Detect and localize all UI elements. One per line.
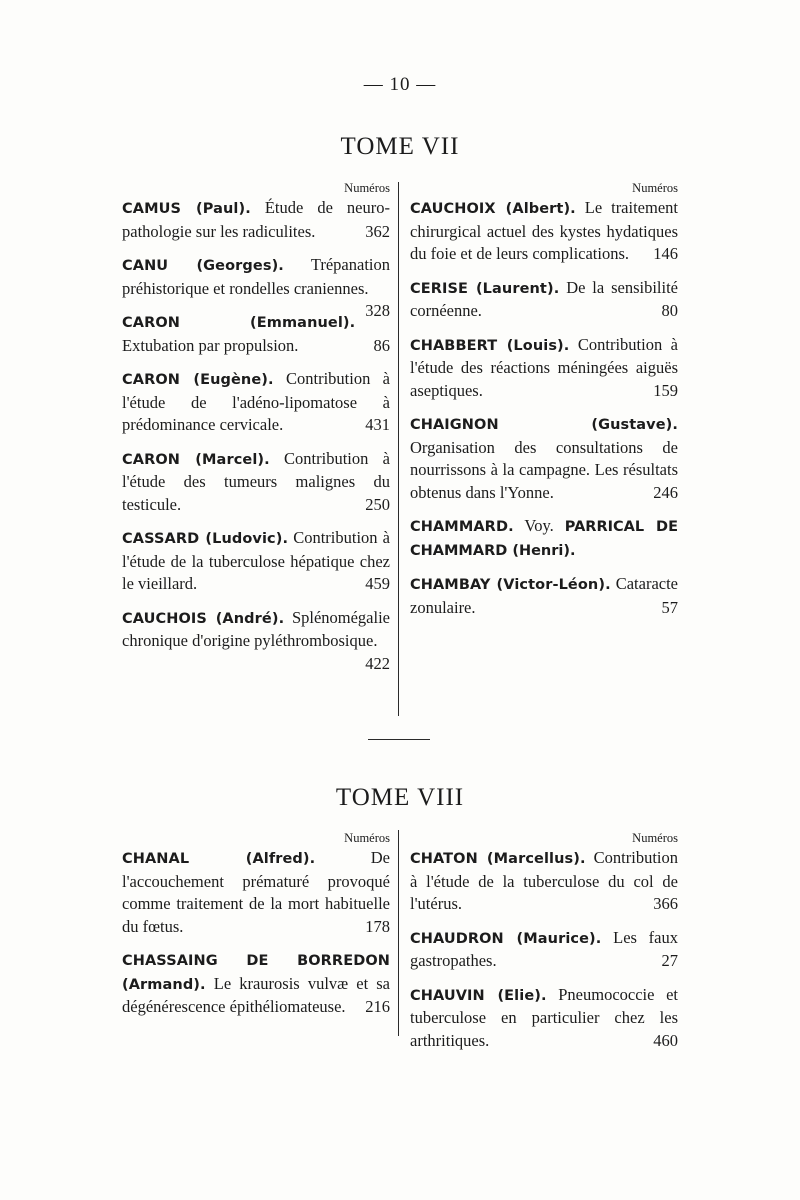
index-entry	[122, 949, 390, 1019]
index-entry	[410, 927, 678, 973]
thesis-title: Contribution à l'étude de la tuberculose du col de l'utérus.	[410, 848, 678, 913]
index-entry	[410, 515, 678, 562]
thesis-title: Organisation des consultations de nourrissons à la campagne. Les résultats obtenus dans l'Yonne.	[410, 437, 678, 502]
index-entry	[122, 607, 390, 673]
author-name: CAUCHOIX (Albert).	[410, 201, 576, 217]
tome-8-title: TOME VIII	[335, 784, 465, 811]
entry-text	[410, 277, 678, 323]
numeros-label: Numéros	[632, 181, 678, 195]
entry-text	[122, 527, 390, 596]
entry-number: 27	[661, 951, 678, 970]
author-name: CAMUS (Paul).	[122, 201, 251, 217]
entry-number: 362	[365, 221, 390, 241]
thesis-title: Voy.	[524, 516, 554, 535]
entry-number: 459	[365, 574, 390, 593]
tome-7-title: TOME VII	[340, 133, 460, 160]
thesis-title: Contribution à l'étude de la tuberculose hépatique chez le vieillard.	[122, 528, 390, 593]
entry-text	[410, 197, 678, 266]
thesis-title: Contribution à l'étude des tumeurs malignes du testicule.	[122, 448, 390, 514]
thesis-title: Contribution à l'étude de l'adéno-lipomatose à prédominance cervicale.	[122, 369, 390, 434]
author-name: CHATON (Marcellus).	[410, 851, 586, 867]
index-entry	[122, 254, 390, 320]
entry-number: 57	[661, 597, 678, 617]
entry-text	[122, 254, 390, 320]
tome-7-left-column	[122, 180, 390, 675]
thesis-title: Splénomégalie chronique d'origine pyléthrombosique.	[122, 607, 390, 650]
entry-number: 216	[365, 997, 390, 1016]
index-entry	[410, 984, 678, 1053]
author-name: CHASSAING DE BORREDON (Armand).	[122, 953, 390, 993]
thesis-title: Les faux gastropathes.	[410, 927, 678, 970]
index-entry	[122, 448, 390, 517]
author-name: CHAMBAY (Victor-Léon).	[410, 577, 611, 593]
entry-text	[122, 607, 390, 673]
index-entry	[122, 368, 390, 437]
entry-number: 250	[365, 494, 390, 514]
author-name: CHAUDRON (Maurice).	[410, 930, 602, 947]
entry-text	[410, 927, 678, 973]
index-entry	[122, 847, 390, 938]
index-entry	[410, 573, 678, 619]
numeros-label: Numéros	[344, 831, 390, 845]
index-entry	[122, 311, 390, 357]
entry-text	[122, 448, 390, 517]
author-name: CHABBERT (Louis).	[410, 337, 570, 354]
author-name: CANU (Georges).	[122, 258, 284, 274]
thesis-title: Cataracte zonulaire.	[410, 574, 679, 617]
column-divider	[398, 182, 399, 716]
entry-text	[122, 368, 390, 437]
entry-number: 146	[653, 244, 678, 263]
entry-number: 80	[661, 301, 678, 320]
thesis-title: De la sensibilité cornéenne.	[410, 277, 678, 320]
entry-text	[122, 311, 390, 357]
entry-number: 86	[373, 335, 390, 355]
thesis-title: Contribution à l'étude des réactions méningées aiguës aseptiques.	[410, 334, 678, 400]
entry-text	[410, 984, 678, 1053]
index-entry	[122, 527, 390, 596]
thesis-title: Trépanation préhistorique et rondelles craniennes.	[122, 255, 390, 298]
entry-number: 460	[653, 1030, 678, 1050]
index-entry	[410, 277, 678, 323]
author-name: CARON (Eugène).	[122, 372, 274, 388]
numeros-label: Numéros	[344, 181, 390, 195]
thesis-title: Étude de neuro-pathologie sur les radiculites.	[122, 198, 390, 241]
author-name: CARON (Emmanuel).	[122, 315, 356, 331]
entry-text	[122, 197, 390, 243]
author-name: CASSARD (Ludovic).	[122, 531, 289, 547]
author-name: CHAMMARD.	[410, 519, 514, 535]
entry-text	[410, 847, 678, 916]
author-name: CERISE (Laurent).	[410, 280, 560, 297]
cross-reference: PARRICAL DE CHAMMARD (Henri).	[410, 519, 679, 559]
tome-8-right-column	[410, 830, 678, 1063]
entry-number: 246	[653, 482, 678, 502]
index-entry	[410, 197, 678, 266]
thesis-title: Extubation par propulsion.	[122, 335, 299, 355]
author-name: CARON (Marcel).	[122, 451, 270, 468]
entry-text	[410, 413, 678, 504]
entry-text	[122, 847, 390, 938]
thesis-title: Le kraurosis vulvæ et sa dégénérescence épithéliomateuse.	[122, 973, 390, 1016]
entry-text	[410, 515, 678, 562]
column-divider	[398, 830, 399, 1036]
page-number: — 10 —	[363, 74, 437, 95]
tome-8-left-column	[122, 830, 390, 1030]
entry-number: 422	[365, 653, 390, 673]
thesis-title: Le traitement chirurgical actuel des kystes hydatiques du foie et de leurs complications.	[410, 198, 678, 263]
entry-number: 328	[365, 301, 390, 320]
index-entry	[410, 847, 678, 916]
entry-text	[410, 573, 678, 619]
entry-number: 366	[653, 894, 678, 913]
index-entry	[410, 413, 678, 504]
numeros-label: Numéros	[632, 831, 678, 845]
author-name: CHAUVIN (Elie).	[410, 987, 547, 1004]
author-name: CAUCHOIS (André).	[122, 610, 285, 627]
entry-number: 178	[365, 916, 390, 936]
author-name: CHAIGNON (Gustave).	[410, 417, 678, 433]
entry-text	[122, 949, 390, 1019]
entry-number: 431	[365, 415, 390, 434]
entry-text	[410, 334, 678, 403]
index-entry	[410, 334, 678, 403]
tome-7-right-column	[410, 180, 678, 630]
entry-number: 159	[653, 380, 678, 400]
index-entry	[122, 197, 390, 243]
author-name: CHANAL (Alfred).	[122, 851, 316, 867]
thesis-title: De l'accouchement prématuré provoqué comme traitement de la mort habituelle du fœtus.	[122, 848, 390, 936]
section-separator	[368, 739, 430, 740]
thesis-title: Pneumococcie et tuberculose en particulier chez les arthritiques.	[410, 984, 678, 1050]
